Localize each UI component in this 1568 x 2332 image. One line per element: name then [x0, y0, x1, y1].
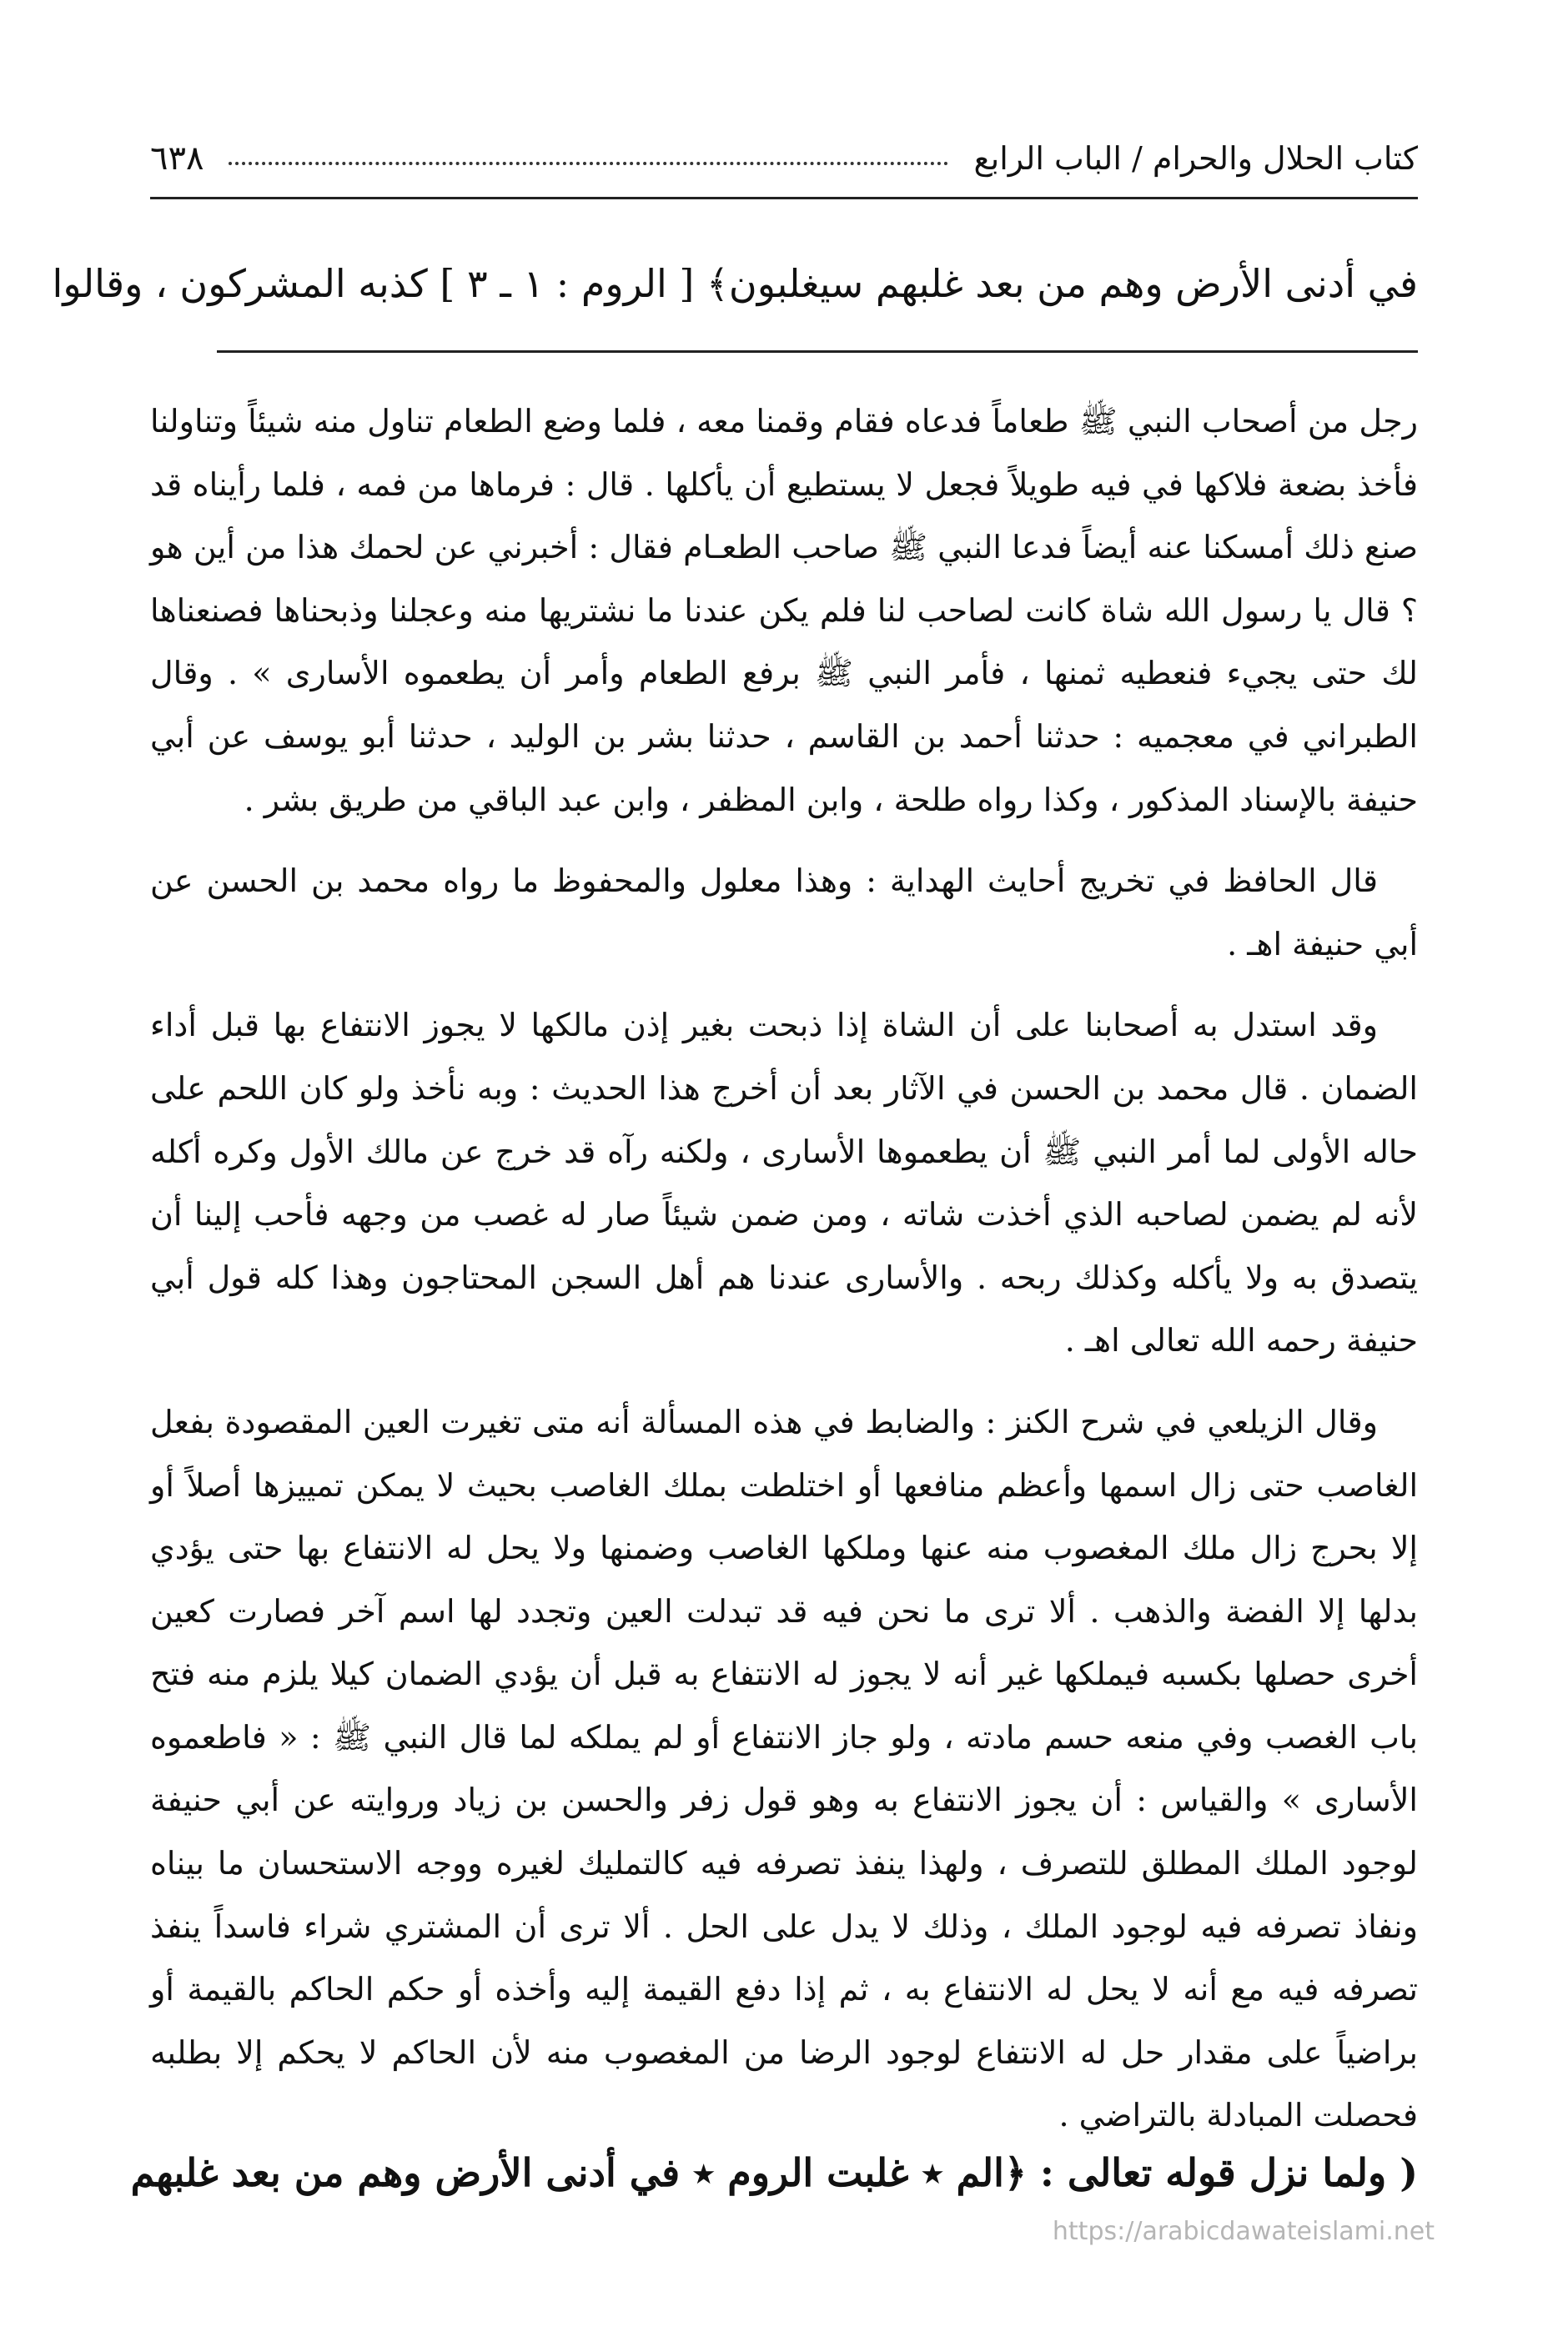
site-watermark: https://arabicdawateislami.net — [1052, 2217, 1435, 2246]
commentary-paragraph: رجل من أصحاب النبي ﷺ طعاماً فدعاه فقام وقمنا معه ، فلما وضع الطعام تناول منه شيئاً وتناولنا فأخذ بضعة فلاكها في فيه طويلاً فجعل لا يستطيع أن يأكلها . قال : فرماها من فمه ، فلما رأيناه قد صنع ذلك أمسكنا عنه أيضاً فدعا النبي ﷺ صاحب الطعـام فقال : أخبرني عن لحمك هذا من أين هو ؟ قال يا رسول الله شاة كانت لصاحب لنا فلم يكن عندنا ما نشتريها منه وعجلنا وذبحناها فصنعناها لك حتى يجيء فنعطيه ثمنها ، فأمر النبي ﷺ برفع الطعام وأمر أن يطعموه الأسارى » . وقال الطبراني في معجميه : حدثنا أحمد بن القاسم ، حدثنا بشر بن الوليد ، حدثنا أبو يوسف عن أبي حنيفة بالإسناد المذكور ، وكذا رواه طلحة ، وابن المظفر ، وابن عبد الباقي من طريق بشر . — [150, 403, 1418, 818]
commentary-paragraph: وقال الزيلعي في شرح الكنز : والضابط في هذه المسألة أنه متى تغيرت العين المقصودة بفعل الغاصب حتى زال اسمها وأعظم منافعها أو اختلطت بملك الغاصب بحيث لا يمكن تمييزها أصلاً أو إلا بحرج زال ملك المغصوب منه عنها وملكها الغاصب وضمنها ولا يحل له الانتفاع بها حتى يؤدي بدلها إلا الفضة والذهب . ألا ترى ما نحن فيه قد تبدلت العين وتجدد لها اسم آخر فصارت كعين أخرى حصلها بكسبه فيملكها غير أنه لا يجوز له الانتفاع به قبل أن يؤدي الضمان كيلا يلزم منه فتح باب الغصب وفي منعه حسم مادته ، ولو جاز الانتفاع أو لم يملكه لما قال النبي ﷺ : « فاطعموه الأسارى » والقياس : أن يجوز الانتفاع به وهو قول زفر والحسن بن زياد وروايته عن أبي حنيفة لوجود الملك المطلق للتصرف ، ولهذا ينفذ تصرفه فيه كالتمليك لغيره ووجه الاستحسان ما بيناه ونفاذ تصرفه فيه لوجود الملك ، وذلك لا يدل على الحل . ألا ترى أن المشتري شراء فاسداً ينفذ تصرفه فيه مع أنه لا يحل له الانتفاع به ، ثم إذا دفع القيمة إليه وأخذه أو حكم الحاكم بالقيمة أو براضياً على مقدار حل له الانتفاع لوجود الرضا من المغصوب منه لأن الحاكم لا يحكم إلا بطلبه فحصلت المبادلة بالتراضي . — [150, 1403, 1418, 2134]
running-header — [150, 133, 1418, 183]
header-rule — [150, 197, 1418, 199]
main-text-continuation: في أدنى الأرض وهم من بعد غلبهم سيغلبون﴾ [ الروم : ١ ـ ٣ ] كذبه المشركون ، وقالوا — [52, 261, 1418, 306]
commentary-paragraph: وقد استدل به أصحابنا على أن الشاة إذا ذبحت بغير إذن مالكها لا يجوز الانتفاع بها قبل أداء الضمان . قال محمد بن الحسن في الآثار بعد أن أخرج هذا الحديث : وبه نأخذ ولو كان اللحم على حاله الأولى لما أمر النبي ﷺ أن يطعموها الأسارى ، ولكنه رآه قد خرج عن مالك الأول وكره أكله لأنه لم يضمن لصاحبه الذي أخذت شاته ، ومن ضمن شيئاً صار له غصب من وجهه فأحب إلينا أن يتصدق به ولا يأكله وكذلك ربحه . والأسارى عندنا هم أهل السجن المحتاجون وهذا كله قول أبي حنيفة رحمه الله تعالى اهـ . — [150, 1007, 1418, 1359]
commentary-block — [150, 390, 1418, 2166]
page-number: ٦٣٨ — [150, 139, 204, 178]
chapter-title: كتاب الحلال والحرام / الباب الرابع — [973, 140, 1418, 177]
main-text-next: ( ولما نزل قوله تعالى : ﴿الم ٭ غلبت الروم ٭ في أدنى الأرض وهم من بعد غلبهم — [130, 2150, 1418, 2195]
footnote-separator — [217, 350, 1418, 353]
commentary-paragraph: قال الحافظ في تخريج أحايث الهداية : وهذا معلول والمحفوظ ما رواه محمد بن الحسن عن أبي حنيفة اهـ . — [150, 862, 1418, 962]
header-dot-leader — [229, 162, 948, 165]
